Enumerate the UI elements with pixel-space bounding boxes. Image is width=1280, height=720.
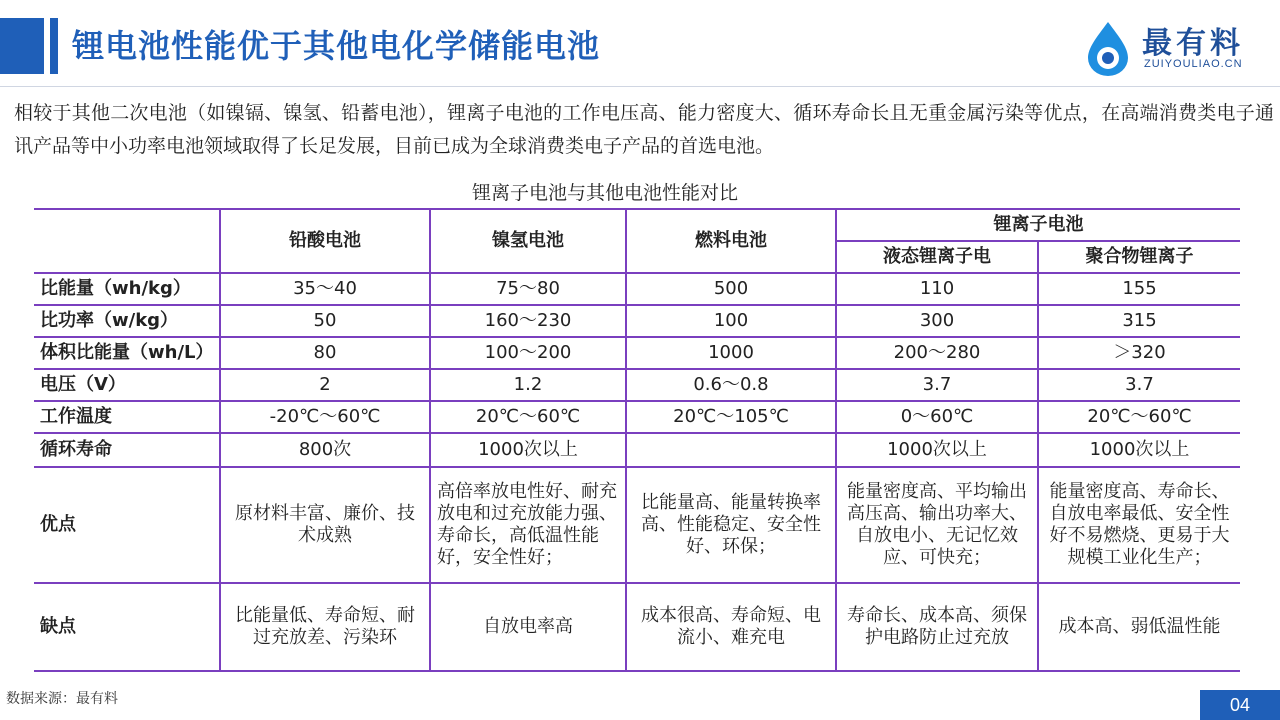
table-cell: 0～60℃ <box>836 401 1038 433</box>
table-cell: 1000 <box>626 337 836 369</box>
table-cell: 1000次以上 <box>836 433 1038 467</box>
table-cell: 35～40 <box>220 273 430 305</box>
table-cell: 成本高、弱低温性能 <box>1038 583 1240 671</box>
table-row <box>34 583 1240 671</box>
table-cell: 315 <box>1038 305 1240 337</box>
table-row <box>34 433 1240 467</box>
table-row <box>34 401 1240 433</box>
title-accent-stripe <box>50 18 58 74</box>
header-lead-acid: 铅酸电池 <box>220 209 430 273</box>
table-cell: 110 <box>836 273 1038 305</box>
table-cell: 155 <box>1038 273 1240 305</box>
intro-paragraph: 相较于其他二次电池（如镍镉、镍氢、铅蓄电池），锂离子电池的工作电压高、能力密度大、循环寿命长且无重金属污染等优点，在高端消费类电子通讯产品等中小功率电池领域取得了长足发展，目前已成为全球消费类电子产品的首选电池。 <box>14 102 1274 157</box>
logo-url: ZUIYOULIAO.CN <box>1144 58 1243 70</box>
title-divider <box>0 86 1280 87</box>
row-label: 电压（V） <box>34 369 220 401</box>
table-row <box>34 467 1240 583</box>
table-cell: 500 <box>626 273 836 305</box>
table-cell: 80 <box>220 337 430 369</box>
table-cell: 高倍率放电性好、耐充放电和过充放能力强、寿命长，高低温性能好，安全性好； <box>430 467 626 583</box>
row-label: 比能量（wh/kg） <box>34 273 220 305</box>
table-cell: 寿命长、成本高、须保护电路防止过充放 <box>836 583 1038 671</box>
table-cell: 20℃～60℃ <box>430 401 626 433</box>
logo-name: 最有料 <box>1142 26 1244 61</box>
table-cell: 2 <box>220 369 430 401</box>
header-li-liquid: 液态锂离子电 <box>836 241 1038 273</box>
table-cell: 75～80 <box>430 273 626 305</box>
table-cell: 200～280 <box>836 337 1038 369</box>
table-cell: 1000次以上 <box>430 433 626 467</box>
table-cell: 1000次以上 <box>1038 433 1240 467</box>
header-li-ion-group: 锂离子电池 <box>836 209 1240 241</box>
table-cell: 比能量低、寿命短、耐过充放差、污染环 <box>220 583 430 671</box>
table-cell: -20℃～60℃ <box>220 401 430 433</box>
title-bar <box>0 18 1060 74</box>
row-label: 工作温度 <box>34 401 220 433</box>
table-row <box>34 273 1240 305</box>
table-cell: 100～200 <box>430 337 626 369</box>
table-cell: 1.2 <box>430 369 626 401</box>
table-row <box>34 369 1240 401</box>
header-fuel-cell: 燃料电池 <box>626 209 836 273</box>
logo <box>1082 18 1262 78</box>
table-cell: 3.7 <box>836 369 1038 401</box>
water-drop-logo-icon <box>1082 20 1134 76</box>
table-cell: 原材料丰富、廉价、技术成熟 <box>220 467 430 583</box>
header-corner-cell <box>34 209 220 273</box>
table-cell: 3.7 <box>1038 369 1240 401</box>
table-cell <box>626 433 836 467</box>
table-cell: 100 <box>626 305 836 337</box>
table-cell: ＞320 <box>1038 337 1240 369</box>
header-nimh: 镍氢电池 <box>430 209 626 273</box>
row-label: 优点 <box>34 467 220 583</box>
table-cell: 比能量高、能量转换率高、性能稳定、安全性好、环保； <box>626 467 836 583</box>
table-cell: 160～230 <box>430 305 626 337</box>
data-source-note: 数据来源：最有料 <box>6 691 118 707</box>
row-label: 循环寿命 <box>34 433 220 467</box>
table-cell: 能量密度高、寿命长、自放电率最低、安全性好不易燃烧、更易于大规模工业化生产； <box>1038 467 1240 583</box>
table-cell: 能量密度高、平均输出高压高、输出功率大、自放电小、无记忆效应、可快充； <box>836 467 1038 583</box>
row-label: 体积比能量（wh/L） <box>34 337 220 369</box>
page-number-badge: 04 <box>1200 690 1280 720</box>
table-cell: 50 <box>220 305 430 337</box>
row-label: 比功率（w/kg） <box>34 305 220 337</box>
table-cell: 20℃～105℃ <box>626 401 836 433</box>
comparison-table <box>34 208 1240 672</box>
table-row <box>34 305 1240 337</box>
table-cell: 0.6～0.8 <box>626 369 836 401</box>
table-cell: 300 <box>836 305 1038 337</box>
table-cell: 自放电率高 <box>430 583 626 671</box>
table-caption: 锂离子电池与其他电池性能对比 <box>471 182 738 204</box>
table-cell: 20℃～60℃ <box>1038 401 1240 433</box>
title-accent-block <box>0 18 44 74</box>
table-row <box>34 337 1240 369</box>
table-cell: 成本很高、寿命短、电流小、难充电 <box>626 583 836 671</box>
header-li-polymer: 聚合物锂离子 <box>1038 241 1240 273</box>
table-cell: 800次 <box>220 433 430 467</box>
page-title: 锂电池性能优于其他电化学储能电池 <box>72 27 601 65</box>
row-label: 缺点 <box>34 583 220 671</box>
